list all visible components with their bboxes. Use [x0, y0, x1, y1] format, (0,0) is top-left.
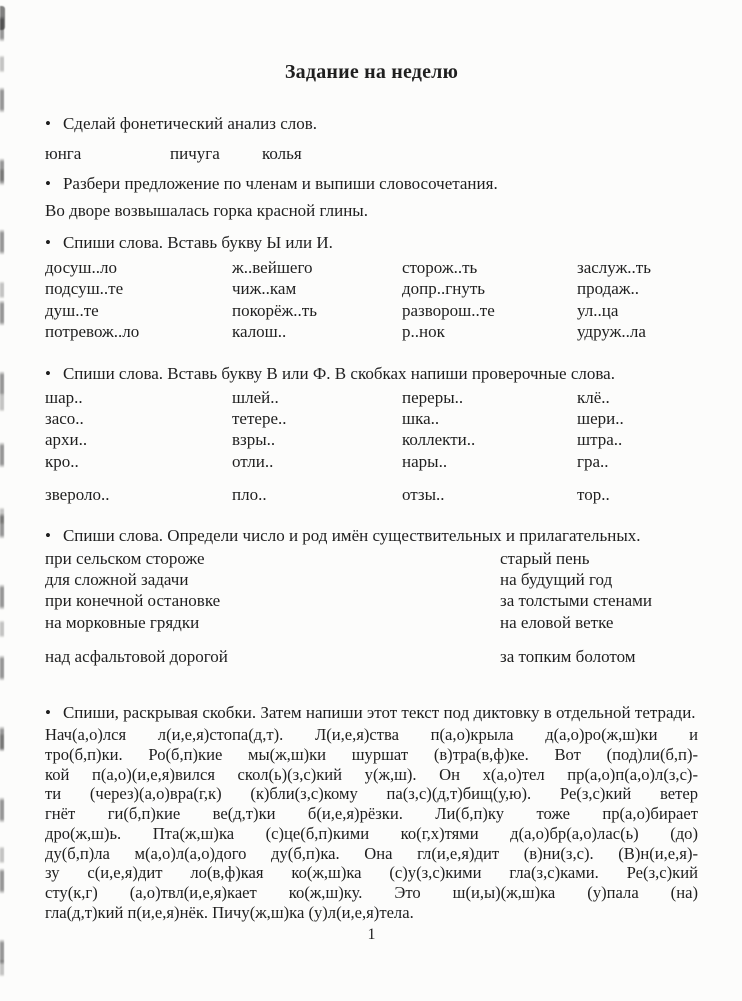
instruction-text: Спиши слова. Вставь букву В или Ф. В скобках напиши проверочные слова.	[62, 363, 615, 383]
dictation-text-line: зу с(и,е,я)дит ло(в,ф)кая ко(ж,ш)ка (с)у(з,с)кими гла(з,с)ками. Ре(з,с)кий	[45, 863, 698, 883]
bullet-icon: •	[45, 233, 51, 252]
word-cell: шка..	[402, 409, 440, 429]
word-grid-v-f	[45, 387, 698, 473]
dictation-text-line: гнёт ги(б,п)кие ве(д,т)ки б(и,е,я)рёзки. Ли(б,п)ку тоже пр(а,о)бирает	[45, 804, 698, 824]
word-cell: разворош..те	[402, 300, 495, 320]
word-cell: кро..	[45, 451, 79, 471]
phrase-cell: при сельском стороже	[45, 548, 205, 568]
phrase-grid	[45, 548, 698, 634]
dictation-text-line: ду(б,п)ла м(а,о)л(а,о)дого ду(б,п)ка. Она гл(и,е,я)дит (в)ни(з,с). (В)н(и,е,я)-	[45, 843, 698, 863]
page-number: 1	[367, 926, 376, 944]
word-cell: калош..	[232, 322, 287, 342]
word-cell: клё..	[577, 387, 610, 407]
exercise-6-instruction	[45, 702, 698, 725]
word-cell: шлей..	[232, 387, 279, 407]
dictation-text-line: тро(б,п)ки. Ро(б,п)кие мы(ж,ш)ки шуршат (в)тра(в,ф)ке. Вот (под)ли(б,п)-	[45, 744, 698, 764]
word-cell: гра..	[577, 451, 609, 471]
word-cell: заслуж..ть	[577, 258, 651, 277]
bullet-icon: •	[45, 702, 51, 722]
dictation-text-line: Нач(а,о)лся л(и,е,я)стопа(д,т). Л(и,е,я)ства п(а,о)крыла д(а,о)ро(ж,ш)ки и	[45, 725, 698, 745]
phrase-grid-extra-row	[45, 646, 698, 667]
word-cell: подсуш..те	[45, 279, 124, 299]
word-cell: удруж..ла	[577, 322, 646, 342]
word-cell: ул..ца	[577, 300, 619, 320]
dictation-text-line: сту(к,г) (а,о)твл(и,е,я)кает ко(ж,ш)ку. Это ш(и,ы)(ж,ш)ка (у)пала (на)	[45, 882, 698, 902]
phrase-cell: на еловой ветке	[500, 612, 614, 632]
word-cell: звероло..	[45, 485, 110, 505]
phrase-cell: на морковные грядки	[45, 612, 200, 632]
bullet-icon: •	[45, 114, 51, 133]
dictation-text	[45, 725, 698, 922]
word-grid-v-f-extra-row	[45, 484, 698, 505]
exercise-4-instruction	[45, 363, 698, 384]
word-cell: переры..	[402, 387, 464, 407]
word-cell: потревож..ло	[45, 322, 140, 342]
word-cell: шери..	[577, 409, 624, 429]
exercise-1-instruction	[45, 113, 698, 134]
phrase-cell: старый пень	[500, 548, 590, 568]
dictation-text-line: гла(д,т)кий п(и,е,я)нёк. Пичу(ж,ш)ка (у)л(и,е,я)тела.	[45, 902, 414, 922]
word-cell: р..нок	[402, 322, 445, 342]
bullet-icon: •	[45, 174, 51, 193]
scan-edge-artifact	[0, 0, 4, 1001]
bullet-icon: •	[45, 363, 51, 383]
bullet-icon: •	[45, 525, 51, 545]
instruction-text: Сделай фонетический анализ слов.	[62, 114, 318, 133]
word-cell: взры..	[232, 430, 276, 450]
word-cell: покорёж..ть	[232, 300, 317, 320]
page-title: Задание на неделю	[284, 61, 459, 83]
word-cell: ж..вейшего	[232, 258, 313, 277]
word-cell: отзы..	[402, 485, 445, 505]
word: юнга	[45, 144, 82, 163]
instruction-text: Спиши слова. Вставь букву Ы или И.	[62, 233, 333, 252]
word-cell: отли..	[232, 451, 274, 471]
word-cell: архи..	[45, 430, 88, 450]
exercise-3-instruction	[45, 232, 698, 253]
phrase-cell: над асфальтовой дорогой	[45, 647, 228, 667]
phrase-cell: за топким болотом	[500, 647, 636, 667]
word-cell: продаж..	[577, 279, 640, 299]
phrase-cell: для сложной задачи	[45, 570, 189, 590]
exercise-2-instruction	[45, 173, 698, 194]
dictation-text-line: кой п(а,о)(и,е,я)вился скол(ь)(з,с)кий у(ж,ш). Он х(а,о)тел пр(а,о)п(а,о)л(з,с)-	[45, 764, 698, 784]
instruction-text: Разбери предложение по членам и выпиши словосочетания.	[62, 174, 498, 193]
word-cell: душ..те	[45, 300, 99, 320]
word-cell: чиж..кам	[232, 279, 297, 299]
phrase-cell: на будущий год	[500, 570, 613, 590]
word-cell: тор..	[577, 485, 610, 505]
word-cell: досуш..ло	[45, 258, 117, 277]
phrase-cell: при конечной остановке	[45, 591, 221, 611]
phonetic-words-row	[45, 143, 698, 164]
word: пичуга	[170, 144, 220, 163]
instruction-text: Спиши слова. Определи число и род имён существительных и прилагательных.	[62, 525, 641, 545]
phrase-cell: за толстыми стенами	[500, 591, 652, 611]
word-cell: шар..	[45, 387, 83, 407]
word-cell: тетере..	[232, 409, 287, 429]
word-cell: пло..	[232, 485, 267, 505]
word-grid-y-i	[45, 257, 698, 343]
word: колья	[262, 144, 302, 163]
word-cell: коллекти..	[402, 430, 476, 450]
word-cell: засо..	[45, 409, 84, 429]
scan-corner-artifact	[0, 6, 5, 30]
sentence-to-parse: Во дворе возвышалась горка красной глины.	[45, 201, 368, 220]
word-cell: допр..гнуть	[402, 279, 485, 299]
exercise-5-instruction	[45, 525, 698, 546]
word-cell: штра..	[577, 430, 623, 450]
word-cell: сторож..ть	[402, 258, 478, 277]
word-cell: нары..	[402, 451, 448, 471]
instruction-text: Спиши, раскрывая скобки. Затем напиши этот текст под диктовку в отдельной тетради.	[62, 702, 696, 722]
dictation-text-line: ти (через)(а,о)вра(г,к) (к)бли(з,с)кому па(з,с)(д,т)бищ(у,ю). Ре(з,с)кий ветер	[45, 784, 698, 804]
dictation-text-line: дро(ж,ш)ь. Пта(ж,ш)ка (с)це(б,п)кими ко(г,х)тями д(а,о)бр(а,о)лас(ь) (до)	[45, 823, 698, 843]
